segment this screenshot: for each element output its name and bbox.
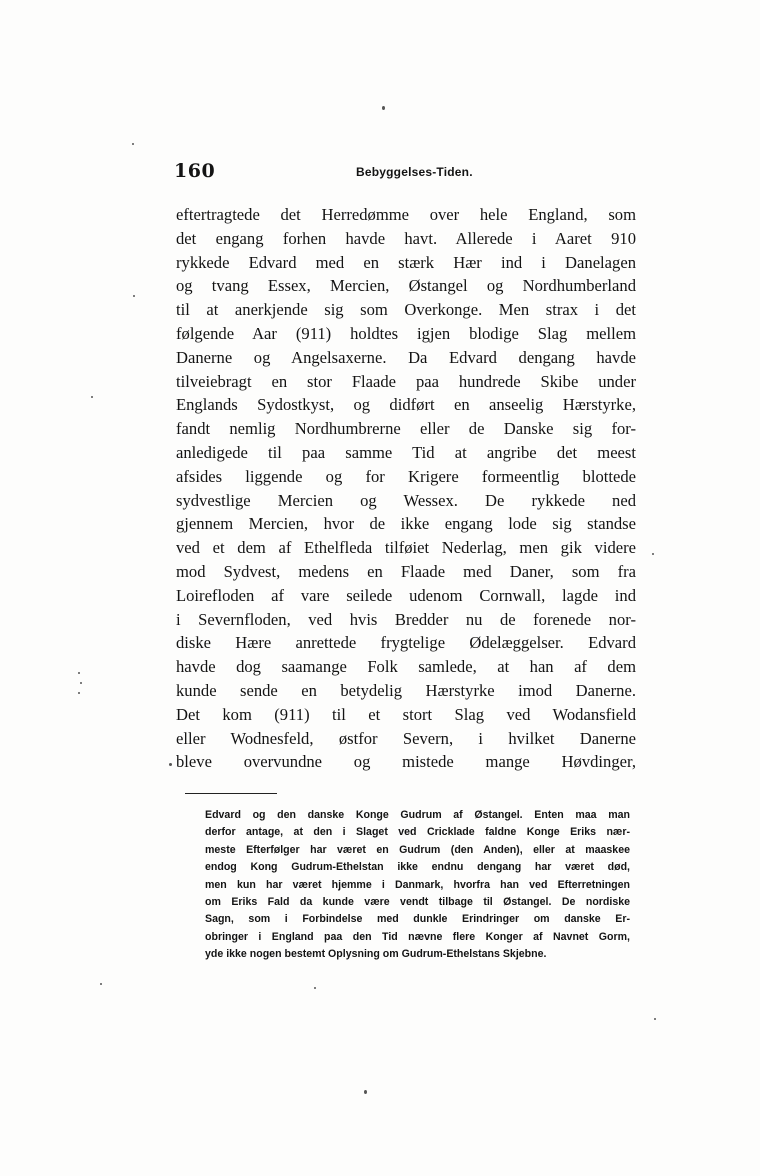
text-line: diske Hære anrettede frygtelige Ødelæggelser. Edvard — [176, 633, 636, 653]
text-line: tilveiebragt en stor Flaade paa hundrede Skibe under — [176, 371, 636, 391]
footnote-line: yde ikke nogen bestemt Oplysning om Gudrum-Ethelstans Skjebne. — [205, 948, 547, 961]
main-text-block — [176, 203, 636, 774]
scan-speck — [133, 295, 135, 297]
text-line: rykkede Edvard med en stærk Hær ind i Danelagen — [176, 252, 636, 272]
text-line: følgende Aar (911) holdtes igjen blodige Slag mellem — [176, 323, 636, 343]
scan-speck — [132, 143, 134, 145]
footnote-line: obringer i England paa den Tid nævne flere Konger af Navnet Gorm, — [205, 930, 630, 943]
scan-speck — [169, 763, 172, 766]
text-line: havde dog saamange Folk samlede, at han af dem — [176, 657, 636, 677]
text-line: Englands Sydostkyst, og didført en anseelig Hærstyrke, — [176, 395, 636, 415]
footnote-line: Edvard og den danske Konge Gudrum af Østangel. Enten maa man — [205, 809, 630, 821]
running-title: Bebyggelses-Tiden. — [356, 165, 473, 179]
footnote-line: derfor antage, at den i Slaget ved Cricklade faldne Konge Eriks nær- — [205, 826, 630, 839]
scan-speck — [314, 987, 316, 989]
footnote-line: meste Efterfølger har været en Gudrum (den Anden), eller at maaskee — [205, 843, 630, 856]
footnote-line: om Eriks Fald da kunde være vendt tilbage til Østangel. De nordiske — [205, 895, 630, 908]
text-line: gjennem Mercien, hvor de ikke engang lode sig standse — [176, 514, 636, 534]
footnote-line: men kun har været hjemme i Danmark, hvorfra han ved Efterretningen — [205, 878, 630, 891]
footnote-line: endog Kong Gudrum-Ethelstan ikke endnu dengang har været død, — [205, 861, 630, 874]
scan-speck — [100, 983, 102, 985]
text-line: Loirefloden af vare seilede udenom Cornwall, lagde ind — [176, 585, 636, 605]
text-line: Danerne og Angelsaxerne. Da Edvard dengang havde — [176, 347, 636, 367]
text-line: ved et dem af Ethelfleda tilføiet Nederlag, men gik videre — [176, 538, 636, 558]
scan-speck — [78, 692, 80, 694]
scan-speck — [654, 1018, 656, 1020]
text-line: i Severnfloden, ved hvis Bredder nu de forenede nor- — [176, 609, 636, 629]
text-line: Det kom (911) til et stort Slag ved Wodansfield — [176, 704, 636, 724]
text-line: sydvestlige Mercien og Wessex. De rykkede ned — [176, 490, 636, 510]
scan-speck — [80, 682, 82, 684]
page-header — [174, 160, 634, 186]
text-line: eller Wodnesfeld, østfor Severn, i hvilket Danerne — [176, 728, 636, 748]
page-number: 160 — [174, 160, 216, 182]
scan-speck — [382, 106, 385, 110]
text-line: eftertragtede det Herredømme over hele England, som — [176, 205, 636, 224]
text-line: anledigede til paa samme Tid at angribe det meest — [176, 442, 636, 462]
scan-speck — [364, 1090, 367, 1094]
footnote-line: Sagn, som i Forbindelse med dunkle Erindringer om danske Er- — [205, 913, 630, 926]
text-line: til at anerkjende sig som Overkonge. Men strax i det — [176, 300, 636, 320]
text-line: mod Sydvest, medens en Flaade med Daner, som fra — [176, 561, 636, 581]
text-line: afsides liggende og for Krigere formeentlig blottede — [176, 466, 636, 486]
scan-speck — [78, 672, 80, 674]
text-line: kunde sende en betydelig Hærstyrke imod Danerne. — [176, 680, 636, 700]
text-line: det engang forhen havde havt. Allerede i Aaret 910 — [176, 228, 636, 248]
text-line: bleve overvundne og mistede mange Høvdinger, — [176, 752, 636, 772]
scan-speck — [652, 553, 654, 555]
footnote-divider — [185, 793, 277, 794]
footnote-block — [205, 807, 630, 964]
scan-speck — [91, 396, 93, 398]
text-line: og tvang Essex, Mercien, Østangel og Nordhumberland — [176, 276, 636, 296]
text-line: fandt nemlig Nordhumbrerne eller de Danske sig for- — [176, 419, 636, 439]
